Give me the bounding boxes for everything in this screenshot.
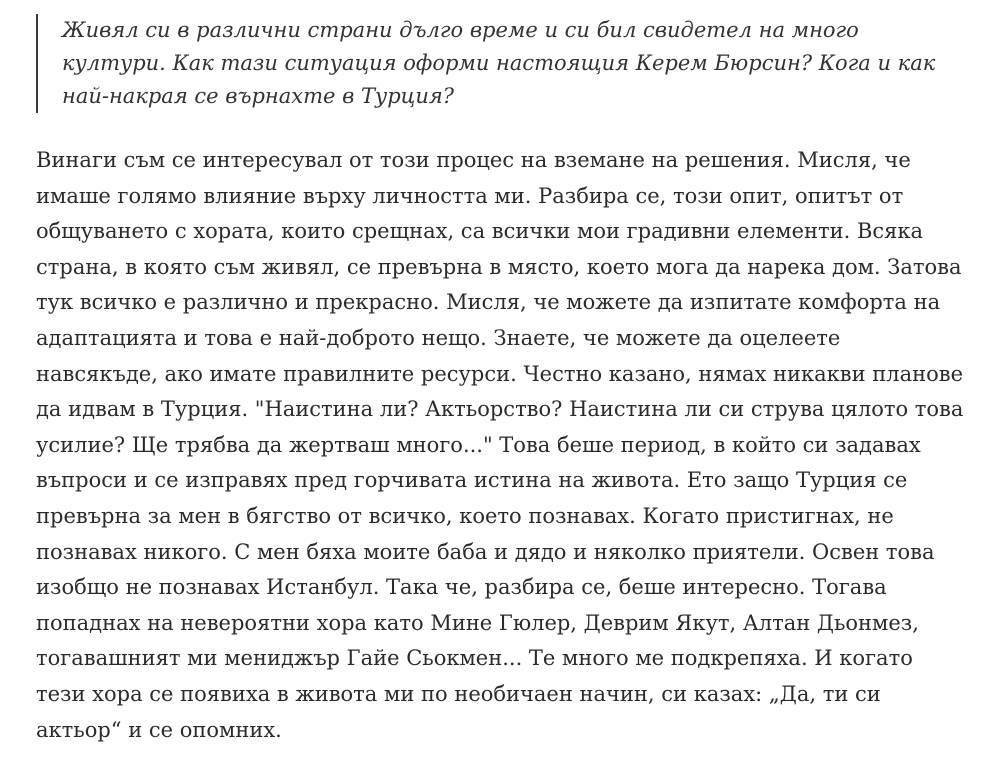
interview-answer-paragraph: Винаги съм се интересувал от този процес на вземане на решения. Мисля, че имаше голямо влияние върху личността ми. Разбира се, този опит, опитът от общуването с хората, които срещнах, са всички мои градивни елементи. Всяка страна, в която съм живял, се превърна в място, което мога да нарека дом. Затова тук всичко е различно и прекрасно. Мисля, че можете да изпитате комфорта на адаптацията и това е най-доброто нещо. Знаете, че можете да оцелеете навсякъде, ако имате правилните ресурси. Честно казано, нямах никакви планове да идвам в Турция. "Наистина ли? Актьорство? Наистина ли си струва цялото това усилие? Ще трябва да жертваш много..." Това беше период, в който си задавах въпроси и се изправях пред горчивата истина на живота. Ето защо Турция се превърна за мен в бягство от всичко, което познавах. Когато пристигнах, не познавах никого. С мен бяха моите баба и дядо и няколко приятели. Освен това изобщо не познавах Истанбул. Така че, разбира се, беше интересно. Тогава попаднах на невероятни хора като Мине Гюлер, Деврим Якут, Алтан Дьонмез, тогавашният ми мениджър Гайе Сьокмен... Те много ме подкрепяха. И когато тези хора се появиха в живота ми по необичаен начин, си казах: „Да, ти си актьор“ и се опомних. xyxy=(36,148,964,742)
article-body xyxy=(36,0,966,748)
interview-question-blockquote: Живял си в различни страни дълго време и си бил свидетел на много култури. Как тази ситуация оформи настоящия Керем Бюрсин? Кога и как най-накрая се върнахте в Турция? xyxy=(36,14,966,113)
